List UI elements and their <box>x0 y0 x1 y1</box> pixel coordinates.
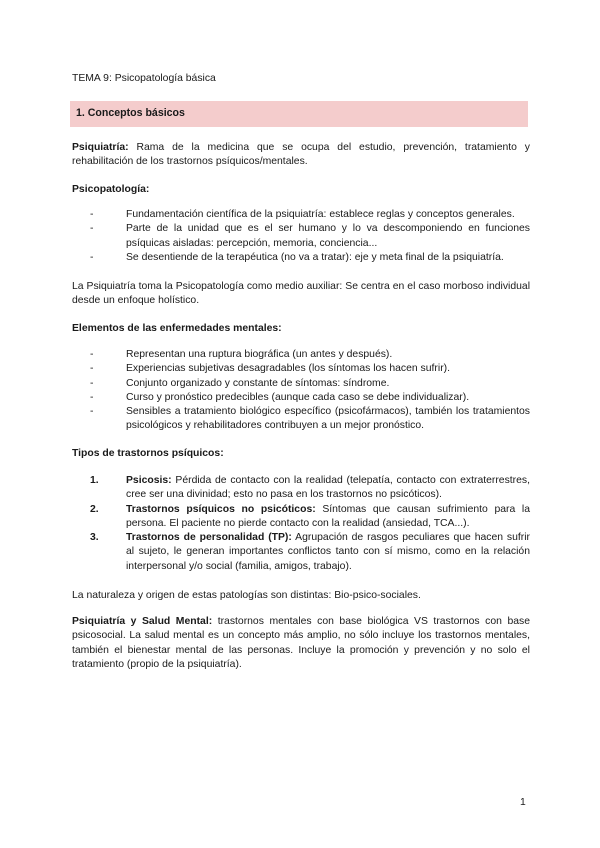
paragraph-psiquiatria-psicopatologia: La Psiquiatría toma la Psicopatología como medio auxiliar: Se centra en el caso morboso individual desde un enfoque holístico. <box>72 281 530 307</box>
psicopatologia-list <box>72 208 530 265</box>
list-item: - Conjunto organizado y constante de síntomas: síndrome. <box>90 377 530 391</box>
list-item: 1. Psicosis: Pérdida de contacto con la realidad (telepatía, contacto con extraterrestres, cree ser una divinidad; esto no pasa en los trastornos no psicóticos). <box>90 475 530 501</box>
tipos-heading: Tipos de trastornos psíquicos: <box>72 448 224 459</box>
list-item: - Fundamentación científica de la psiquiatría: establece reglas y conceptos generales. <box>90 208 530 222</box>
list-item: - Parte de la unidad que es el ser humano y lo va descomponiendo en funciones psíquicas aisladas: percepción, memoria, conciencia... <box>90 222 530 251</box>
list-item: - Curso y pronóstico predecibles (aunque cada caso se debe individualizar). <box>90 391 530 405</box>
psiquiatria-term: Psiquiatría: <box>72 142 129 153</box>
list-item: 2. Trastornos psíquicos no psicóticos: Síntomas que causan sufrimiento para la persona. El paciente no pierde contacto con la realidad (ansiedad, TCA...). <box>90 503 530 529</box>
salud-mental-definition: Psiquiatría y Salud Mental: trastornos mentales con base biológica VS trastornos con base psicosocial. La salud mental es un concepto más amplio, no sólo incluye los trastornos mentales, también el bienestar mental de las personas. Incluye la promoción y prevención y no solo el tratamiento (propio de la psiquiatría). <box>72 616 530 670</box>
list-item: - Sensibles a tratamiento biológico específico (psicofármacos), también los tratamientos psicológicos y rehabilitadores contribuyen a un mejor pronóstico. <box>90 405 530 434</box>
psiquiatria-definition <box>72 141 530 170</box>
tipos-list <box>72 474 530 574</box>
list-item: - Se desentiende de la terapéutica (no va a tratar): eje y meta final de la psiquiatría. <box>90 251 530 265</box>
list-item: - Experiencias subjetivas desagradables (los síntomas los hacen sufrir). <box>90 362 530 376</box>
section-heading: 1. Conceptos básicos <box>76 107 185 119</box>
list-item: 3. Trastornos de personalidad (TP): Agrupación de rasgos peculiares que hacen sufrir al sujeto, le generan importantes conflictos tanto con sí mismo, como en la relación interpersonal y/o social (familia, amigos, trabajo). <box>90 532 531 572</box>
paragraph-naturaleza: La naturaleza y origen de estas patologías son distintas: Bio-psico-sociales. <box>72 590 421 601</box>
psicopatologia-heading: Psicopatología: <box>72 184 150 195</box>
page-number: 1 <box>520 797 526 808</box>
psiquiatria-text: Rama de la medicina que se ocupa del estudio, prevención, tratamiento y rehabilitación de los trastornos psíquicos/mentales. <box>72 142 530 168</box>
elementos-heading: Elementos de las enfermedades mentales: <box>72 323 282 334</box>
list-item: - Representan una ruptura biográfica (un antes y después). <box>90 348 530 362</box>
section-heading-bar <box>70 101 528 127</box>
elementos-list <box>72 348 530 434</box>
document-title: TEMA 9: Psicopatología básica <box>72 73 216 84</box>
